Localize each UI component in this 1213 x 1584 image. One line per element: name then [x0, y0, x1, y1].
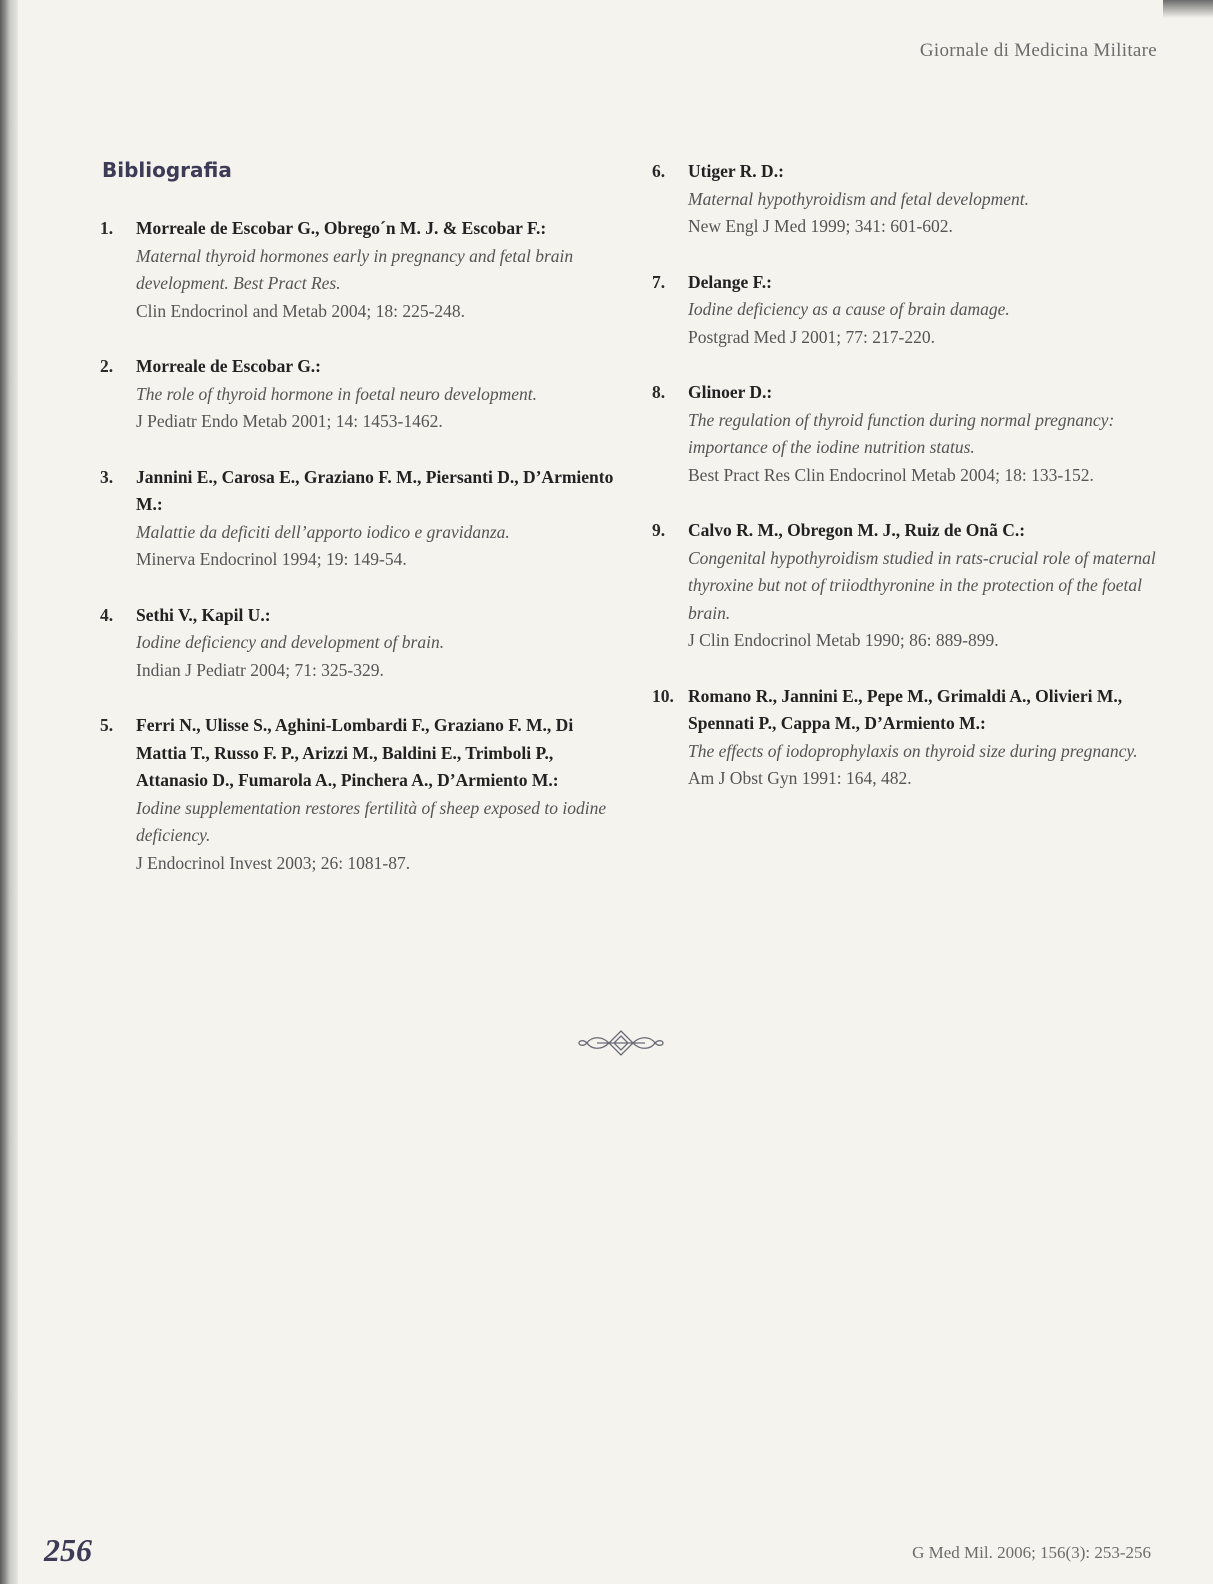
reference-authors: Romano R., Jannini E., Pepe M., Grimaldi A., Olivieri M., Spennati P., Cappa M., D’Armiento M.: [688, 685, 1123, 733]
reference-source: New Engl J Med 1999; 341: 601-602. [688, 216, 953, 236]
reference-source: Minerva Endocrinol 1994; 19: 149-54. [136, 549, 407, 569]
reference-number: 3. [100, 466, 114, 487]
page-number: 256 [44, 1532, 92, 1568]
reference-item [100, 464, 620, 574]
references-right-column [652, 158, 1162, 821]
reference-number: 2. [100, 356, 114, 376]
ornament-divider-icon [577, 1028, 665, 1058]
reference-number: 1. [100, 218, 114, 238]
reference-number: 9. [652, 520, 666, 540]
reference-authors: Ferri N., Ulisse S., Aghini-Lombardi F., Graziano F. M., Di Mattia T., Russo F. P., Arizzi M., Baldini E., Trimboli P., Attanasio D., Fumarola A., Pinchera A., D’Armiento M.: [136, 715, 574, 790]
reference-item [652, 379, 1162, 489]
reference-title: Iodine deficiency and development of brain. [136, 632, 445, 652]
reference-title: Congenital hypothyroidism studied in rats-crucial role of maternal thyroxine but not of triiodthyronine in the protection of the foetal brain. [688, 547, 1156, 623]
reference-title: Malattie da deficiti dell’apporto iodico e gravidanza. [136, 521, 510, 542]
reference-authors: Utiger R. D.: [688, 161, 784, 181]
reference-source: Clin Endocrinol and Metab 2004; 18: 225-248. [136, 300, 466, 321]
reference-title: The effects of iodoprophylaxis on thyroid size during pregnancy. [688, 740, 1138, 761]
reference-item [100, 602, 620, 685]
reference-title: Maternal thyroid hormones early in pregnancy and fetal brain development. Best Pract Res. [136, 245, 574, 293]
reference-number: 5. [100, 715, 114, 735]
reference-authors: Calvo R. M., Obregon M. J., Ruiz de Onã C.: [688, 520, 1026, 540]
reference-item [652, 269, 1162, 352]
reference-number: 8. [652, 382, 666, 402]
reference-authors: Delange F.: [688, 271, 772, 292]
page-binding-shadow [0, 0, 18, 1584]
reference-source: J Endocrinol Invest 2003; 26: 1081-87. [136, 852, 411, 873]
reference-title: Iodine supplementation restores fertilità of sheep exposed to iodine deficiency. [136, 797, 607, 845]
reference-authors: Morreale de Escobar G., Obrego´n M. J. & Escobar F.: [136, 218, 547, 238]
reference-title: The role of thyroid hormone in foetal neuro development. [136, 383, 537, 404]
reference-authors: Jannini E., Carosa E., Graziano F. M., Piersanti D., D’Armiento M.: [136, 466, 614, 514]
reference-item [100, 215, 620, 325]
reference-title: The regulation of thyroid function during normal pregnancy: importance of the iodine nutrition status. [688, 409, 1115, 457]
reference-source: Am J Obst Gyn 1991: 164, 482. [688, 768, 912, 788]
reference-source: Indian J Pediatr 2004; 71: 325-329. [136, 659, 384, 680]
reference-number: 4. [100, 604, 114, 625]
reference-item [652, 517, 1162, 655]
reference-title: Maternal hypothyroidism and fetal development. [688, 188, 1030, 209]
footer-citation: G Med Mil. 2006; 156(3): 253-256 [912, 1543, 1151, 1562]
reference-authors: Glinoer D.: [688, 382, 773, 402]
reference-title: Iodine deficiency as a cause of brain damage. [688, 299, 1010, 319]
references-left-column [100, 215, 620, 905]
reference-item [652, 683, 1162, 793]
reference-item [100, 712, 620, 877]
reference-source: J Pediatr Endo Metab 2001; 14: 1453-1462. [136, 411, 443, 431]
reference-number: 6. [652, 161, 666, 181]
reference-item [652, 158, 1162, 241]
reference-number: 10. [652, 685, 674, 706]
running-head: Giornale di Medicina Militare [919, 40, 1157, 61]
reference-source: J Clin Endocrinol Metab 1990; 86: 889-899. [688, 630, 999, 650]
reference-source: Best Pract Res Clin Endocrinol Metab 2004; 18: 133-152. [688, 464, 1094, 485]
reference-authors: Morreale de Escobar G.: [136, 356, 322, 376]
reference-source: Postgrad Med J 2001; 77: 217-220. [688, 326, 935, 347]
section-title: Bibliografia [102, 158, 232, 182]
page-corner-shadow [1163, 0, 1213, 18]
reference-number: 7. [652, 271, 666, 292]
reference-authors: Sethi V., Kapil U.: [136, 604, 271, 625]
reference-item [100, 353, 620, 436]
